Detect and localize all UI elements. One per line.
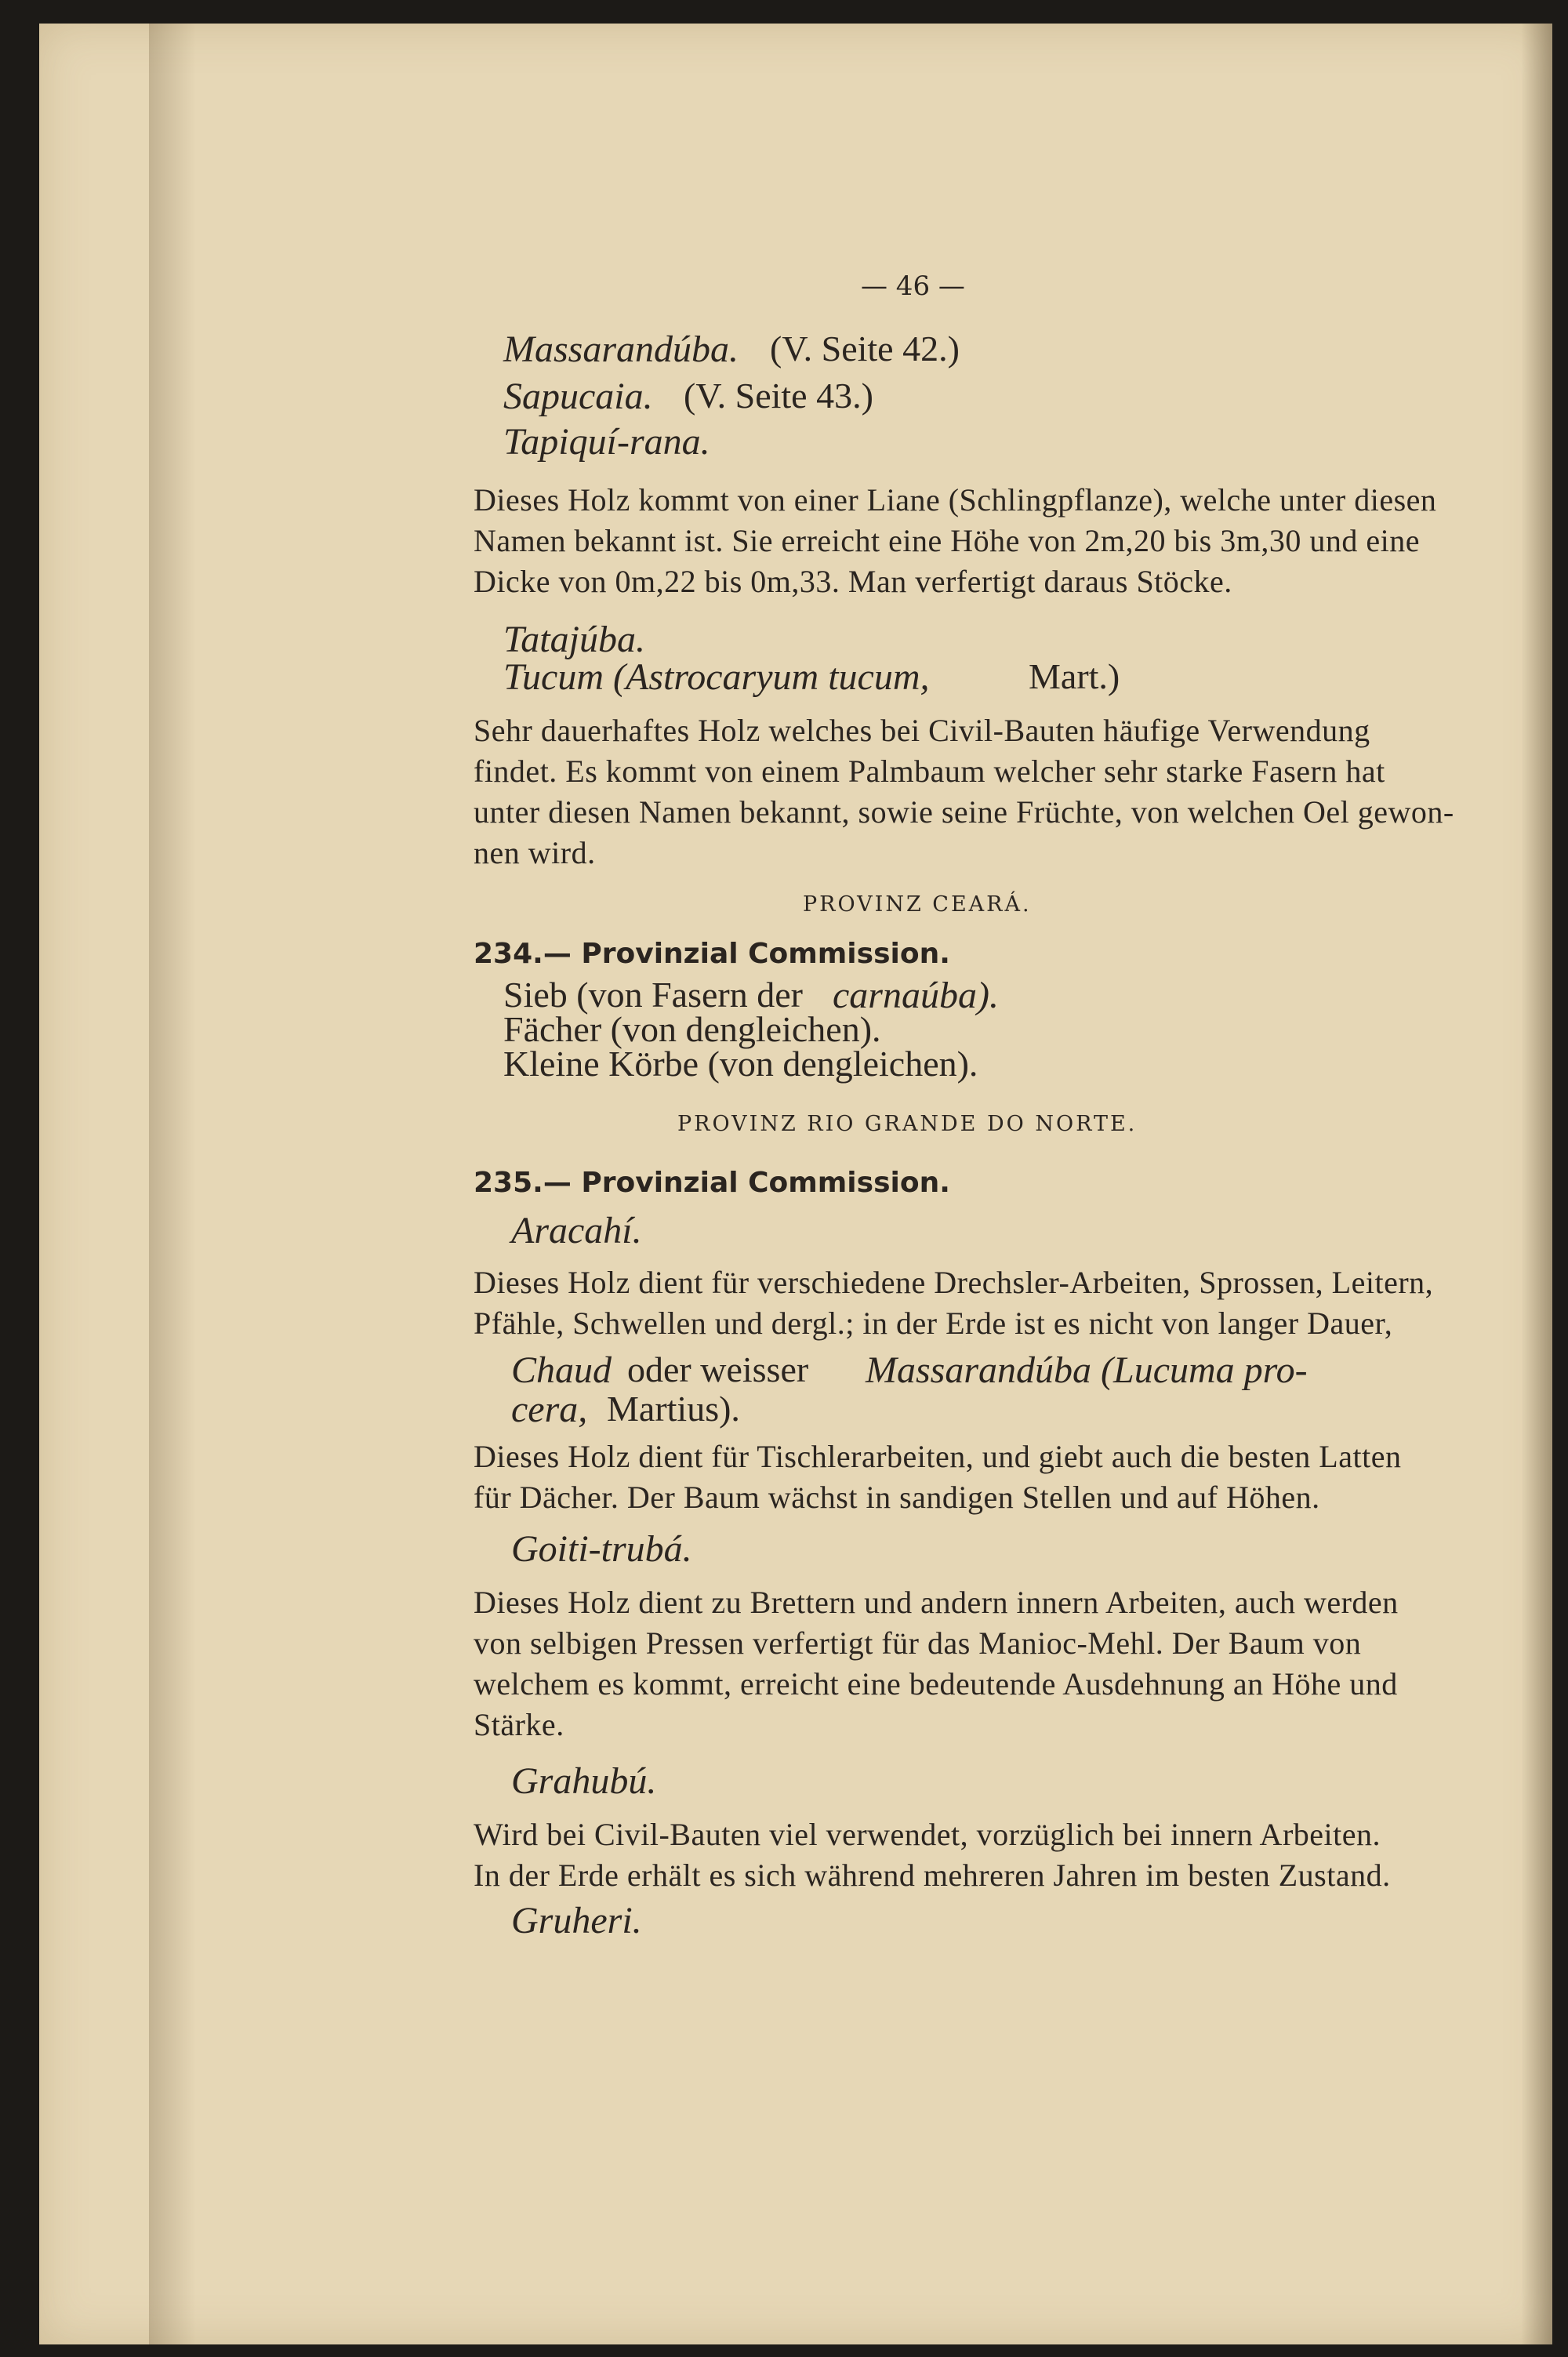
entry-name: Chaud (511, 1349, 612, 1391)
entry-name: Tatajúba. (503, 619, 645, 660)
entry-name: Tapiquí-rana. (503, 421, 710, 463)
text-line: Sehr dauerhaftes Holz welches bei Civil-Bauten häufige Verwendung (474, 713, 1370, 748)
text-line: Dieses Holz dient für verschiedene Drechsler-Arbeiten, Sprossen, Leitern, (474, 1265, 1434, 1300)
text-line: welchem es kommt, erreicht eine bedeutende Ausdehnung an Höhe und (474, 1666, 1398, 1701)
entry-name: Massarandúba. (503, 329, 739, 370)
botanical-author: Mart.) (1029, 656, 1120, 696)
section-heading: PROVINZ RIO GRANDE DO NORTE. (677, 1112, 1138, 1136)
page-number: — 46 — (861, 271, 965, 302)
exhibit-item-name: carnaúba). (833, 975, 999, 1016)
text-line: nen wird. (474, 835, 596, 870)
text-line: Dicke von 0m,22 bis 0m,33. Man verfertigt daraus Stöcke. (474, 564, 1232, 599)
exhibit-item: Kleine Körbe (von dengleichen). (503, 1044, 978, 1084)
entry-name: Goiti-trubá. (511, 1528, 692, 1570)
exhibit-item: Fächer (von dengleichen). (503, 1009, 881, 1049)
entry-name: Aracahí. (511, 1210, 642, 1251)
entry-name: Tucum (Astrocaryum tucum, (503, 656, 930, 698)
exhibit-item: Sieb (von Fasern der (503, 975, 803, 1015)
entry-name: Gruheri. (511, 1900, 642, 1941)
text-line: unter diesen Namen bekannt, sowie seine Früchte, von welchen Oel gewon- (474, 794, 1454, 830)
text-line: oder weisser (627, 1349, 809, 1389)
text-line: für Dächer. Der Baum wächst in sandigen Stellen und auf Höhen. (474, 1480, 1320, 1515)
entry-name: cera, (511, 1389, 588, 1430)
exhibit-heading: 235.— Provinzial Commission. (474, 1167, 950, 1199)
text-line: Pfähle, Schwellen und dergl.; in der Erde ist es nicht von langer Dauer, (474, 1306, 1393, 1341)
botanical-author: Martius). (607, 1389, 740, 1429)
entry-name: Grahubú. (511, 1760, 657, 1802)
text-line: Wird bei Civil-Bauten viel verwendet, vorzüglich bei innern Arbeiten. (474, 1817, 1381, 1852)
text-line: In der Erde erhält es sich während mehreren Jahren im besten Zustand. (474, 1858, 1391, 1893)
exhibit-heading: 234.— Provinzial Commission. (474, 938, 950, 970)
section-heading: PROVINZ CEARÁ. (803, 892, 1032, 917)
text-line: findet. Es kommt von einem Palmbaum welcher sehr starke Fasern hat (474, 754, 1385, 789)
cross-reference: (V. Seite 42.) (770, 329, 960, 369)
text-line: Dieses Holz kommt von einer Liane (Schlingpflanze), welche unter diesen (474, 482, 1437, 518)
text-line: Stärke. (474, 1707, 564, 1742)
text-line: Dieses Holz dient für Tischlerarbeiten, und giebt auch die besten Latten (474, 1439, 1402, 1474)
text-line: von selbigen Pressen verfertigt für das Manioc-Mehl. Der Baum von (474, 1625, 1362, 1661)
text-line: Namen bekannt ist. Sie erreicht eine Höhe von 2m,20 bis 3m,30 und eine (474, 523, 1420, 558)
text-line: Dieses Holz dient zu Brettern und andern innern Arbeiten, auch werden (474, 1585, 1399, 1620)
entry-name: Sapucaia. (503, 376, 653, 417)
entry-name: Massarandúba (Lucuma pro- (866, 1349, 1308, 1391)
cross-reference: (V. Seite 43.) (684, 376, 873, 416)
